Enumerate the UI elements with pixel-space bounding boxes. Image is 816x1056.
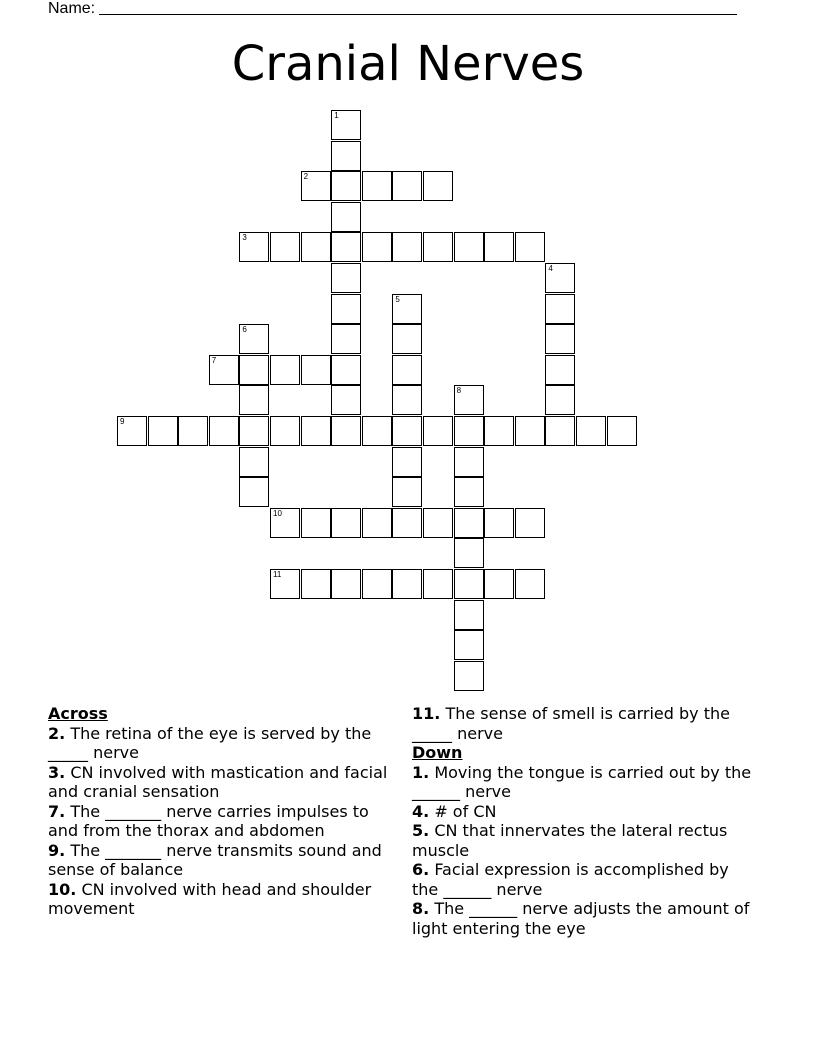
- crossword-cell[interactable]: [607, 416, 637, 446]
- down-clue-1: 1. Moving the tongue is carried out by the ______ nerve: [412, 762, 752, 801]
- crossword-cell[interactable]: [331, 141, 361, 171]
- crossword-cell[interactable]: [331, 171, 361, 201]
- across-clue-10: 10. CN involved with head and shoulder movement: [48, 879, 372, 918]
- crossword-cell[interactable]: [454, 385, 484, 415]
- crossword-cell[interactable]: [331, 110, 361, 140]
- crossword-cell[interactable]: [545, 416, 575, 446]
- crossword-cell[interactable]: [331, 294, 361, 324]
- crossword-cell[interactable]: [576, 416, 606, 446]
- crossword-cell[interactable]: [423, 171, 453, 201]
- crossword-cell[interactable]: [454, 538, 484, 568]
- crossword-cell[interactable]: [362, 416, 392, 446]
- across-clue-2: 2. The retina of the eye is served by the _____ nerve: [48, 723, 372, 762]
- down-clue-5: 5. CN that innervates the lateral rectus muscle: [412, 821, 728, 860]
- crossword-cell[interactable]: [362, 508, 392, 538]
- crossword-cell[interactable]: [331, 355, 361, 385]
- crossword-cell[interactable]: [209, 416, 239, 446]
- crossword-cell[interactable]: [270, 569, 300, 599]
- crossword-cell[interactable]: [301, 232, 331, 262]
- crossword-cell[interactable]: [270, 355, 300, 385]
- crossword-cell[interactable]: [362, 171, 392, 201]
- crossword-cell[interactable]: [484, 569, 514, 599]
- crossword-cell[interactable]: [545, 294, 575, 324]
- clue-number: 5: [395, 294, 400, 304]
- crossword-cell[interactable]: [301, 416, 331, 446]
- crossword-cell[interactable]: [423, 416, 453, 446]
- crossword-cell[interactable]: [454, 477, 484, 507]
- crossword-cell[interactable]: [331, 385, 361, 415]
- crossword-cell[interactable]: [454, 508, 484, 538]
- clue-number: 6: [242, 325, 247, 335]
- crossword-cell[interactable]: [392, 508, 422, 538]
- name-label: Name:: [48, 0, 96, 17]
- crossword-cell[interactable]: [545, 355, 575, 385]
- crossword-cell[interactable]: [392, 355, 422, 385]
- crossword-cell[interactable]: [331, 324, 361, 354]
- crossword-cell[interactable]: [331, 263, 361, 293]
- crossword-cell[interactable]: [239, 385, 269, 415]
- down-clue-8: 8. The ______ nerve adjusts the amount of light entering the eye: [412, 899, 750, 938]
- across-clue-7: 7. The _______ nerve carries impulses to and from the thorax and abdomen: [48, 801, 369, 840]
- crossword-cell[interactable]: [239, 324, 269, 354]
- crossword-cell[interactable]: [454, 569, 484, 599]
- crossword-cell[interactable]: [270, 232, 300, 262]
- crossword-cell[interactable]: [331, 569, 361, 599]
- clue-number: 1: [334, 111, 339, 120]
- crossword-cell[interactable]: [331, 232, 361, 262]
- clue-number: 4: [548, 264, 553, 273]
- across-clue-3: 3. CN involved with mastication and facial and cranial sensation: [48, 762, 388, 801]
- crossword-cell[interactable]: [270, 416, 300, 446]
- clue-number: 7: [211, 355, 217, 365]
- crossword-cell[interactable]: [484, 508, 514, 538]
- crossword-cell[interactable]: [270, 508, 300, 538]
- crossword-cell[interactable]: [331, 202, 361, 232]
- page-title: Cranial Nerves: [231, 36, 585, 92]
- crossword-cell[interactable]: [331, 508, 361, 538]
- crossword-cell[interactable]: [392, 569, 422, 599]
- crossword-cell[interactable]: [454, 416, 484, 446]
- crossword-cell[interactable]: [301, 508, 331, 538]
- crossword-cell[interactable]: [454, 447, 484, 477]
- crossword-cell[interactable]: [484, 232, 514, 262]
- clue-number: 3: [242, 233, 247, 243]
- crossword-cell[interactable]: [454, 600, 484, 630]
- crossword-cell[interactable]: [545, 263, 575, 293]
- across-heading: Across: [48, 704, 108, 723]
- down-heading: Down: [412, 743, 463, 762]
- crossword-cell[interactable]: [545, 385, 575, 415]
- crossword-cell[interactable]: [515, 232, 545, 262]
- crossword-cell[interactable]: [423, 569, 453, 599]
- across-clue-9: 9. The _______ nerve transmits sound and sense of balance: [48, 840, 382, 879]
- crossword-cell[interactable]: [392, 294, 422, 324]
- crossword-cell[interactable]: [454, 630, 484, 660]
- crossword-cell[interactable]: [392, 385, 422, 415]
- crossword-cell[interactable]: [515, 569, 545, 599]
- crossword-cell[interactable]: [392, 232, 422, 262]
- crossword-cell[interactable]: [392, 416, 422, 446]
- crossword-cell[interactable]: [423, 508, 453, 538]
- crossword-cell[interactable]: [423, 232, 453, 262]
- crossword-cell[interactable]: [301, 569, 331, 599]
- crossword-cell[interactable]: [484, 416, 514, 446]
- clue-number: 8: [456, 386, 462, 396]
- clues-column-left: [48, 704, 388, 919]
- clue-number: 2: [303, 172, 309, 182]
- crossword-cell[interactable]: [239, 477, 269, 507]
- down-clue-6: 6. Facial expression is accomplished by the ______ nerve: [412, 860, 729, 899]
- crossword-cell[interactable]: [454, 232, 484, 262]
- crossword-cell[interactable]: [148, 416, 178, 446]
- crossword-cell[interactable]: [239, 232, 269, 262]
- clue-number: 9: [120, 417, 125, 426]
- clue-number: 11: [273, 570, 282, 579]
- crossword-cell[interactable]: [515, 508, 545, 538]
- crossword-cell[interactable]: [392, 477, 422, 507]
- crossword-cell[interactable]: [362, 569, 392, 599]
- across-clue-11: 11. The sense of smell is carried by the _____ nerve: [412, 704, 730, 743]
- crossword-cell[interactable]: [239, 447, 269, 477]
- crossword-cell[interactable]: [301, 171, 331, 201]
- crossword-cell[interactable]: [392, 324, 422, 354]
- crossword-cell[interactable]: [209, 355, 239, 385]
- crossword-cell[interactable]: [239, 355, 269, 385]
- crossword-cell[interactable]: [454, 661, 484, 691]
- clues-column-right: [412, 704, 752, 938]
- crossword-cell[interactable]: [117, 416, 147, 446]
- down-clue-4: 4. # of CN: [412, 801, 497, 821]
- crossword-cell[interactable]: [392, 171, 422, 201]
- crossword-cell[interactable]: [301, 355, 331, 385]
- crossword-cell[interactable]: [362, 232, 392, 262]
- crossword-cell[interactable]: [239, 416, 269, 446]
- crossword-cell[interactable]: [515, 416, 545, 446]
- crossword-cell[interactable]: [178, 416, 208, 446]
- crossword-cell[interactable]: [392, 447, 422, 477]
- crossword-cell[interactable]: [331, 416, 361, 446]
- clue-number: 10: [273, 508, 282, 518]
- crossword-cell[interactable]: [545, 324, 575, 354]
